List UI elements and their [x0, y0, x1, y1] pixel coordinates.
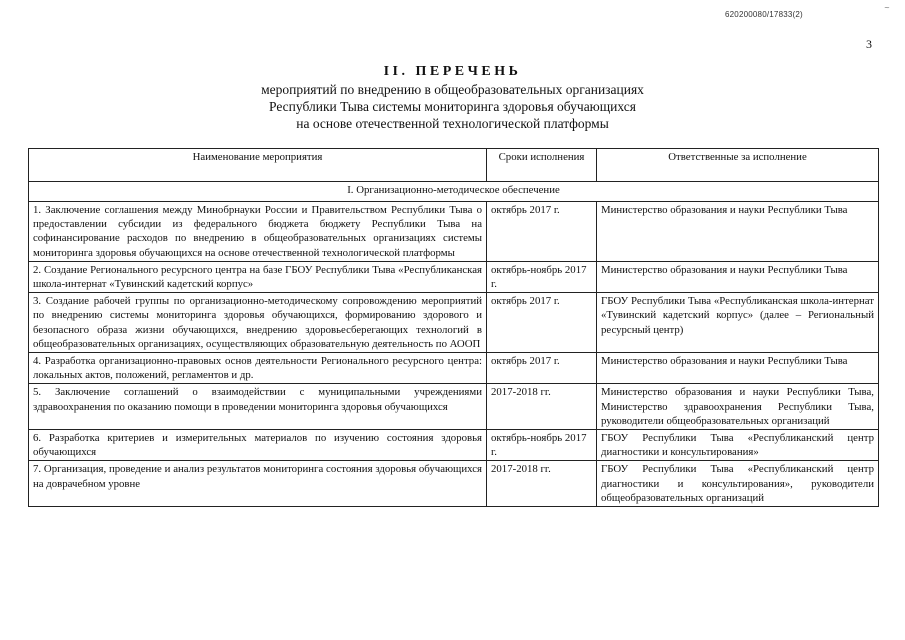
section-title: I. Организационно-методическое обеспечение — [29, 182, 879, 202]
table-row — [29, 353, 879, 384]
event-cell: 7. Организация, проведение и анализ результатов мониторинга состояния здоровья обучающихся на доврачебном уровне — [29, 461, 487, 507]
document-subtitle-line-3: на основе отечественной технологической платформы — [296, 116, 609, 131]
table-row — [29, 384, 879, 430]
header-responsible: Ответственные за исполнение — [597, 149, 879, 182]
deadline-cell: октябрь 2017 г. — [487, 353, 597, 384]
section-row — [29, 182, 879, 202]
document-subtitle-line-1: мероприятий по внедрению в общеобразовательных организациях — [261, 82, 644, 97]
deadline-cell: октябрь 2017 г. — [487, 293, 597, 353]
document-subtitle-line-2: Республики Тыва системы мониторинга здоровья обучающихся — [269, 99, 636, 114]
corner-mark: ~ — [884, 4, 890, 12]
responsible-cell: ГБОУ Республики Тыва «Республиканский центр диагностики и консультирования», руководители общеобразовательных организаций — [597, 461, 879, 507]
responsible-cell: Министерство образования и науки Республики Тыва — [597, 353, 879, 384]
header-deadline: Сроки исполнения — [487, 149, 597, 182]
measures-table — [28, 148, 879, 507]
deadline-cell: октябрь-ноябрь 2017 г. — [487, 261, 597, 292]
event-cell: 2. Создание Регионального ресурсного центра на базе ГБОУ Республики Тыва «Республиканская школа-интернат «Тувинский кадетский корпус» — [29, 261, 487, 292]
event-cell: 1. Заключение соглашения между Минобрнауки России и Правительством Республики Тыва о предоставлении субсидии из федерального бюджета бюджету Республики Тыва на софинансирование расходов по внедрению в общеобразовательных организациях системы мониторинга здоровья обучающихся на основе отечественной технологической платформы — [29, 202, 487, 262]
document-title: II. ПЕРЕЧЕНЬ — [383, 64, 522, 79]
table-header-row — [29, 149, 879, 182]
table-row — [29, 202, 879, 262]
event-cell: 3. Создание рабочей группы по организационно-методическому сопровождению мероприятий по внедрению системы мониторинга здоровья обучающихся, формированию здорового и безопасного образа жизни обучающихся, внедрению здоровьесберегающих технологий в общеобразовательных организациях, осуществляющих образовательную деятельность по АООП — [29, 293, 487, 353]
responsible-cell: Министерство образования и науки Республики Тыва — [597, 202, 879, 262]
responsible-cell: Министерство образования и науки Республики Тыва, Министерство здравоохранения Республики Тыва, руководители общеобразовательных организаций — [597, 384, 879, 430]
document-code: 620200080/17833(2) — [725, 10, 803, 19]
event-cell: 5. Заключение соглашений о взаимодействии с муниципальными учреждениями здравоохранения по оказанию помощи в проведении мониторинга здоровья обучающихся — [29, 384, 487, 430]
page-number: 3 — [866, 37, 872, 51]
table-row — [29, 461, 879, 507]
responsible-cell: ГБОУ Республики Тыва «Республиканский центр диагностики и консультирования» — [597, 430, 879, 461]
table-row — [29, 261, 879, 292]
event-cell: 4. Разработка организационно-правовых основ деятельности Регионального ресурсного центра: локальных актов, положений, регламентов и др. — [29, 353, 487, 384]
table-row — [29, 293, 879, 353]
deadline-cell: 2017-2018 гг. — [487, 384, 597, 430]
deadline-cell: октябрь 2017 г. — [487, 202, 597, 262]
responsible-cell: ГБОУ Республики Тыва «Республиканская школа-интернат «Тувинский кадетский корпус» (далее – Региональный ресурсный центр) — [597, 293, 879, 353]
deadline-cell: 2017-2018 гг. — [487, 461, 597, 507]
table-row — [29, 430, 879, 461]
deadline-cell: октябрь-ноябрь 2017 г. — [487, 430, 597, 461]
responsible-cell: Министерство образования и науки Республики Тыва — [597, 261, 879, 292]
event-cell: 6. Разработка критериев и измерительных материалов по изучению состояния здоровья обучающихся — [29, 430, 487, 461]
header-event: Наименование мероприятия — [29, 149, 487, 182]
